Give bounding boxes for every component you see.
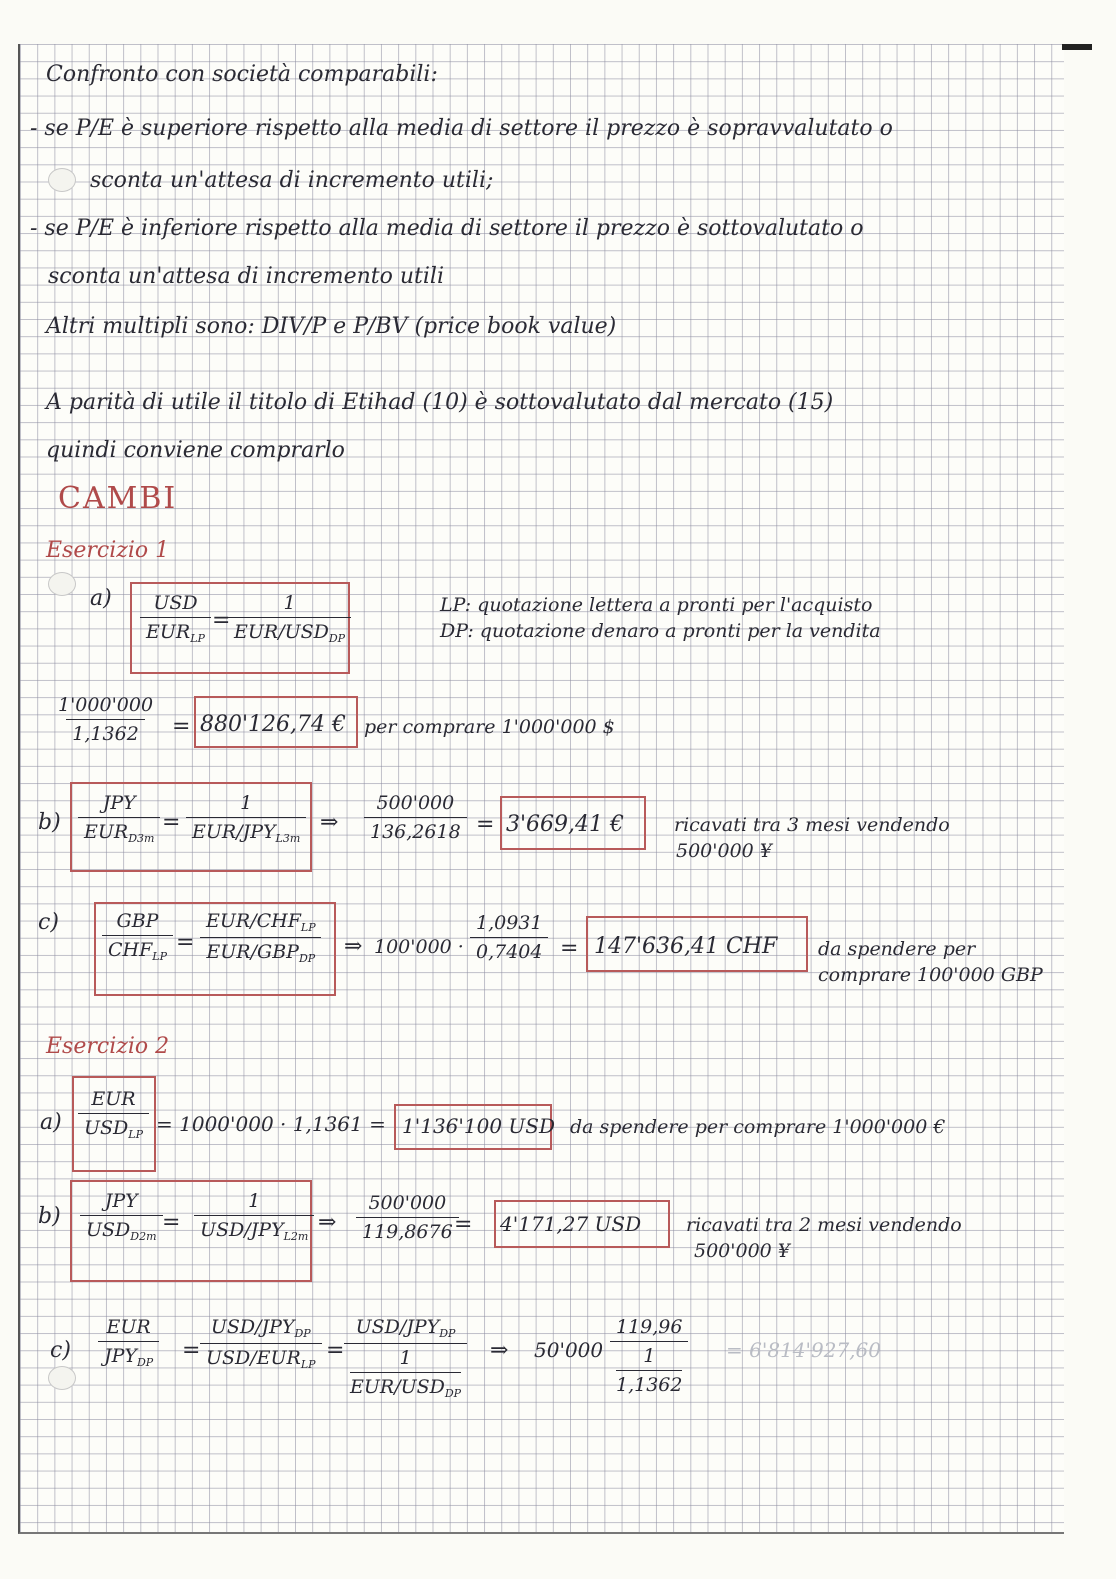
ex2-c-middle-den-sub: LP <box>300 1358 316 1371</box>
ex1-c-calc-fraction <box>470 912 548 963</box>
ex1-c-rhs-den-sub: DP <box>298 952 316 965</box>
ex1-b-calc-fraction <box>364 792 467 843</box>
ex1-c-note-1: da spendere per <box>818 938 976 960</box>
ex2-b-calc-fraction <box>356 1192 459 1243</box>
ex2-b-note-1: ricavati tra 2 mesi vendendo <box>686 1214 962 1236</box>
ex1-a-numerator: USD <box>153 592 198 614</box>
ex1-b-numerator: JPY <box>102 792 136 814</box>
ex2-b-rhs-den-sub: L2m <box>283 1230 309 1243</box>
binder-hole <box>48 572 76 596</box>
comparison-title: Confronto con società comparabili: <box>46 62 438 87</box>
ex1-c-calc-numerator: 1,0931 <box>476 912 543 934</box>
ex2-a-denominator: USD <box>84 1117 129 1139</box>
ex1-b-rhs-den-sub: L3m <box>275 832 301 845</box>
ex2-c-fraction <box>98 1316 159 1369</box>
section-title: CAMBI <box>58 481 178 516</box>
ex1-a-calc-fraction <box>52 694 159 745</box>
ex2-c-right-den-top: 1 <box>399 1347 412 1369</box>
ex2-a-den-sub: LP <box>128 1128 143 1141</box>
ex1-c-calc-denominator: 0,7404 <box>470 937 548 963</box>
ex1-c-rhs-denominator: EUR/GBP <box>206 941 299 963</box>
ex1-b-label: b) <box>38 810 61 835</box>
ex2-c-middle-numerator: USD/JPY <box>210 1316 295 1338</box>
comparison-line-1: - se P/E è superiore rispetto alla media di settore il prezzo è sopravvalutato o <box>30 116 893 141</box>
ex2-a-note: da spendere per comprare 1'000'000 € <box>570 1116 946 1138</box>
ex1-a-calc-denominator: 1,1362 <box>66 719 144 745</box>
ex2-b-rhs-fraction <box>194 1190 314 1243</box>
ex2-c-right-num-sub: DP <box>439 1327 456 1340</box>
exercise-2-title: Esercizio 2 <box>46 1034 170 1059</box>
ex1-c-multiplier: 100'000 · <box>374 936 464 958</box>
binder-hole <box>48 168 76 192</box>
ex2-b-result: 4'171,27 USD <box>500 1212 642 1236</box>
ex1-c-denominator: CHF <box>108 939 153 961</box>
ex1-a-denominator: EUR <box>146 621 191 643</box>
ex2-b-rhs-denominator: USD/JPY <box>200 1219 284 1241</box>
ex2-a-calc: = 1000'000 · 1,1361 = <box>156 1112 386 1136</box>
ex1-c-result: 147'636,41 CHF <box>594 934 778 959</box>
ex2-b-numerator: JPY <box>104 1190 138 1212</box>
ex1-b-fraction <box>78 792 160 845</box>
exercise-1-title: Esercizio 1 <box>46 538 170 563</box>
conclusion-line-1: A parità di utile il titolo di Etihad (10) è sottovalutato dal mercato (15) <box>46 390 834 415</box>
ex1-c-rhs-numerator: EUR/CHF <box>206 910 301 932</box>
ex2-c-label: c) <box>50 1338 71 1363</box>
ex1-c-note-2: comprare 100'000 GBP <box>818 964 1043 986</box>
ex1-b-rhs-numerator: 1 <box>240 792 253 814</box>
ex2-c-denominator: JPY <box>104 1345 137 1367</box>
ex2-c-middle-num-sub: DP <box>294 1327 311 1340</box>
ex2-c-calc-den-top: 1 <box>643 1345 656 1367</box>
comparison-line-2: - se P/E è inferiore rispetto alla media di settore il prezzo è sottovalutato o <box>30 216 864 241</box>
ex2-b-calc-denominator: 119,8676 <box>356 1217 459 1243</box>
ex2-c-calc-fraction <box>610 1316 688 1396</box>
ex2-c-middle-denominator: USD/EUR <box>206 1347 301 1369</box>
ex2-b-den-sub: D2m <box>130 1230 157 1243</box>
ex2-c-calc-numerator: 119,96 <box>616 1316 683 1338</box>
ex1-a-label: a) <box>90 586 112 611</box>
ex1-a-rhs-fraction <box>228 592 351 645</box>
ex1-b-result: 3'669,41 € <box>506 812 625 837</box>
ex1-b-rhs-fraction <box>186 792 306 845</box>
ex2-b-calc-numerator: 500'000 <box>368 1192 447 1214</box>
ex2-c-middle-fraction <box>200 1316 322 1371</box>
ex1-a-rhs-den-sub: DP <box>328 632 346 645</box>
ex1-b-denominator: EUR <box>84 821 129 843</box>
lp-definition: LP: quotazione lettera a pronti per l'acquisto <box>440 594 873 616</box>
comparison-line-1b: sconta un'attesa di incremento utili; <box>90 168 494 193</box>
ex1-b-den-sub: D3m <box>128 832 155 845</box>
ex2-c-result: = 6'814'927,60 <box>726 1338 881 1362</box>
ex1-c-rhs-num-sub: LP <box>300 921 316 934</box>
conclusion-line-2: quindi conviene comprarlo <box>46 438 345 463</box>
ex2-c-right-numerator: USD/JPY <box>355 1316 440 1338</box>
other-multiples: Altri multipli sono: DIV/P e P/BV (price book value) <box>46 314 617 339</box>
ex1-a-rhs-numerator: 1 <box>283 592 296 614</box>
ex1-c-numerator: GBP <box>116 910 159 932</box>
ex2-c-right-fraction <box>344 1316 467 1400</box>
ex1-c-label: c) <box>38 910 59 935</box>
ex2-c-right-den-bottom: EUR/USD <box>350 1376 445 1398</box>
ex1-b-calc-denominator: 136,2618 <box>364 817 467 843</box>
ex2-c-calc-den-bottom: 1,1362 <box>616 1370 682 1396</box>
ex2-c-right-den-bottom-sub: DP <box>444 1387 462 1400</box>
binder-hole <box>48 1366 76 1390</box>
ex1-a-fraction <box>140 592 211 645</box>
ex2-b-denominator: USD <box>86 1219 131 1241</box>
ex2-a-label: a) <box>40 1110 62 1135</box>
page-edge-mark <box>1062 44 1092 50</box>
ex1-a-note: per comprare 1'000'000 $ <box>364 716 615 738</box>
ex1-a-result: 880'126,74 € <box>200 712 347 737</box>
ex1-a-calc-numerator: 1'000'000 <box>58 694 154 716</box>
ex1-b-calc-numerator: 500'000 <box>376 792 455 814</box>
ex1-c-fraction <box>102 910 173 963</box>
ex1-b-rhs-denominator: EUR/JPY <box>192 821 276 843</box>
ex2-b-fraction <box>80 1190 163 1243</box>
ex2-c-multiplier: 50'000 <box>534 1338 604 1362</box>
ex2-b-rhs-numerator: 1 <box>248 1190 261 1212</box>
ex1-a-den-sub: LP <box>190 632 205 645</box>
dp-definition: DP: quotazione denaro a pronti per la vendita <box>440 620 881 642</box>
ex1-b-note-1: ricavati tra 3 mesi vendendo <box>674 814 950 836</box>
ex1-a-rhs-denominator: EUR/USD <box>234 621 329 643</box>
ex2-b-label: b) <box>38 1204 61 1229</box>
ex1-c-den-sub: LP <box>152 950 168 963</box>
ex2-a-numerator: EUR <box>91 1088 136 1110</box>
ex2-a-result: 1'136'100 USD <box>402 1114 556 1138</box>
ex2-c-numerator: EUR <box>106 1316 151 1338</box>
comparison-line-2b: sconta un'attesa di incremento utili <box>48 264 444 289</box>
ex1-b-note-2: 500'000 ¥ <box>676 840 772 862</box>
ex1-c-rhs-fraction <box>200 910 322 965</box>
ex2-a-fraction <box>78 1088 149 1141</box>
ex2-b-note-2: 500'000 ¥ <box>694 1240 790 1262</box>
ex2-c-den-sub: DP <box>136 1356 154 1369</box>
